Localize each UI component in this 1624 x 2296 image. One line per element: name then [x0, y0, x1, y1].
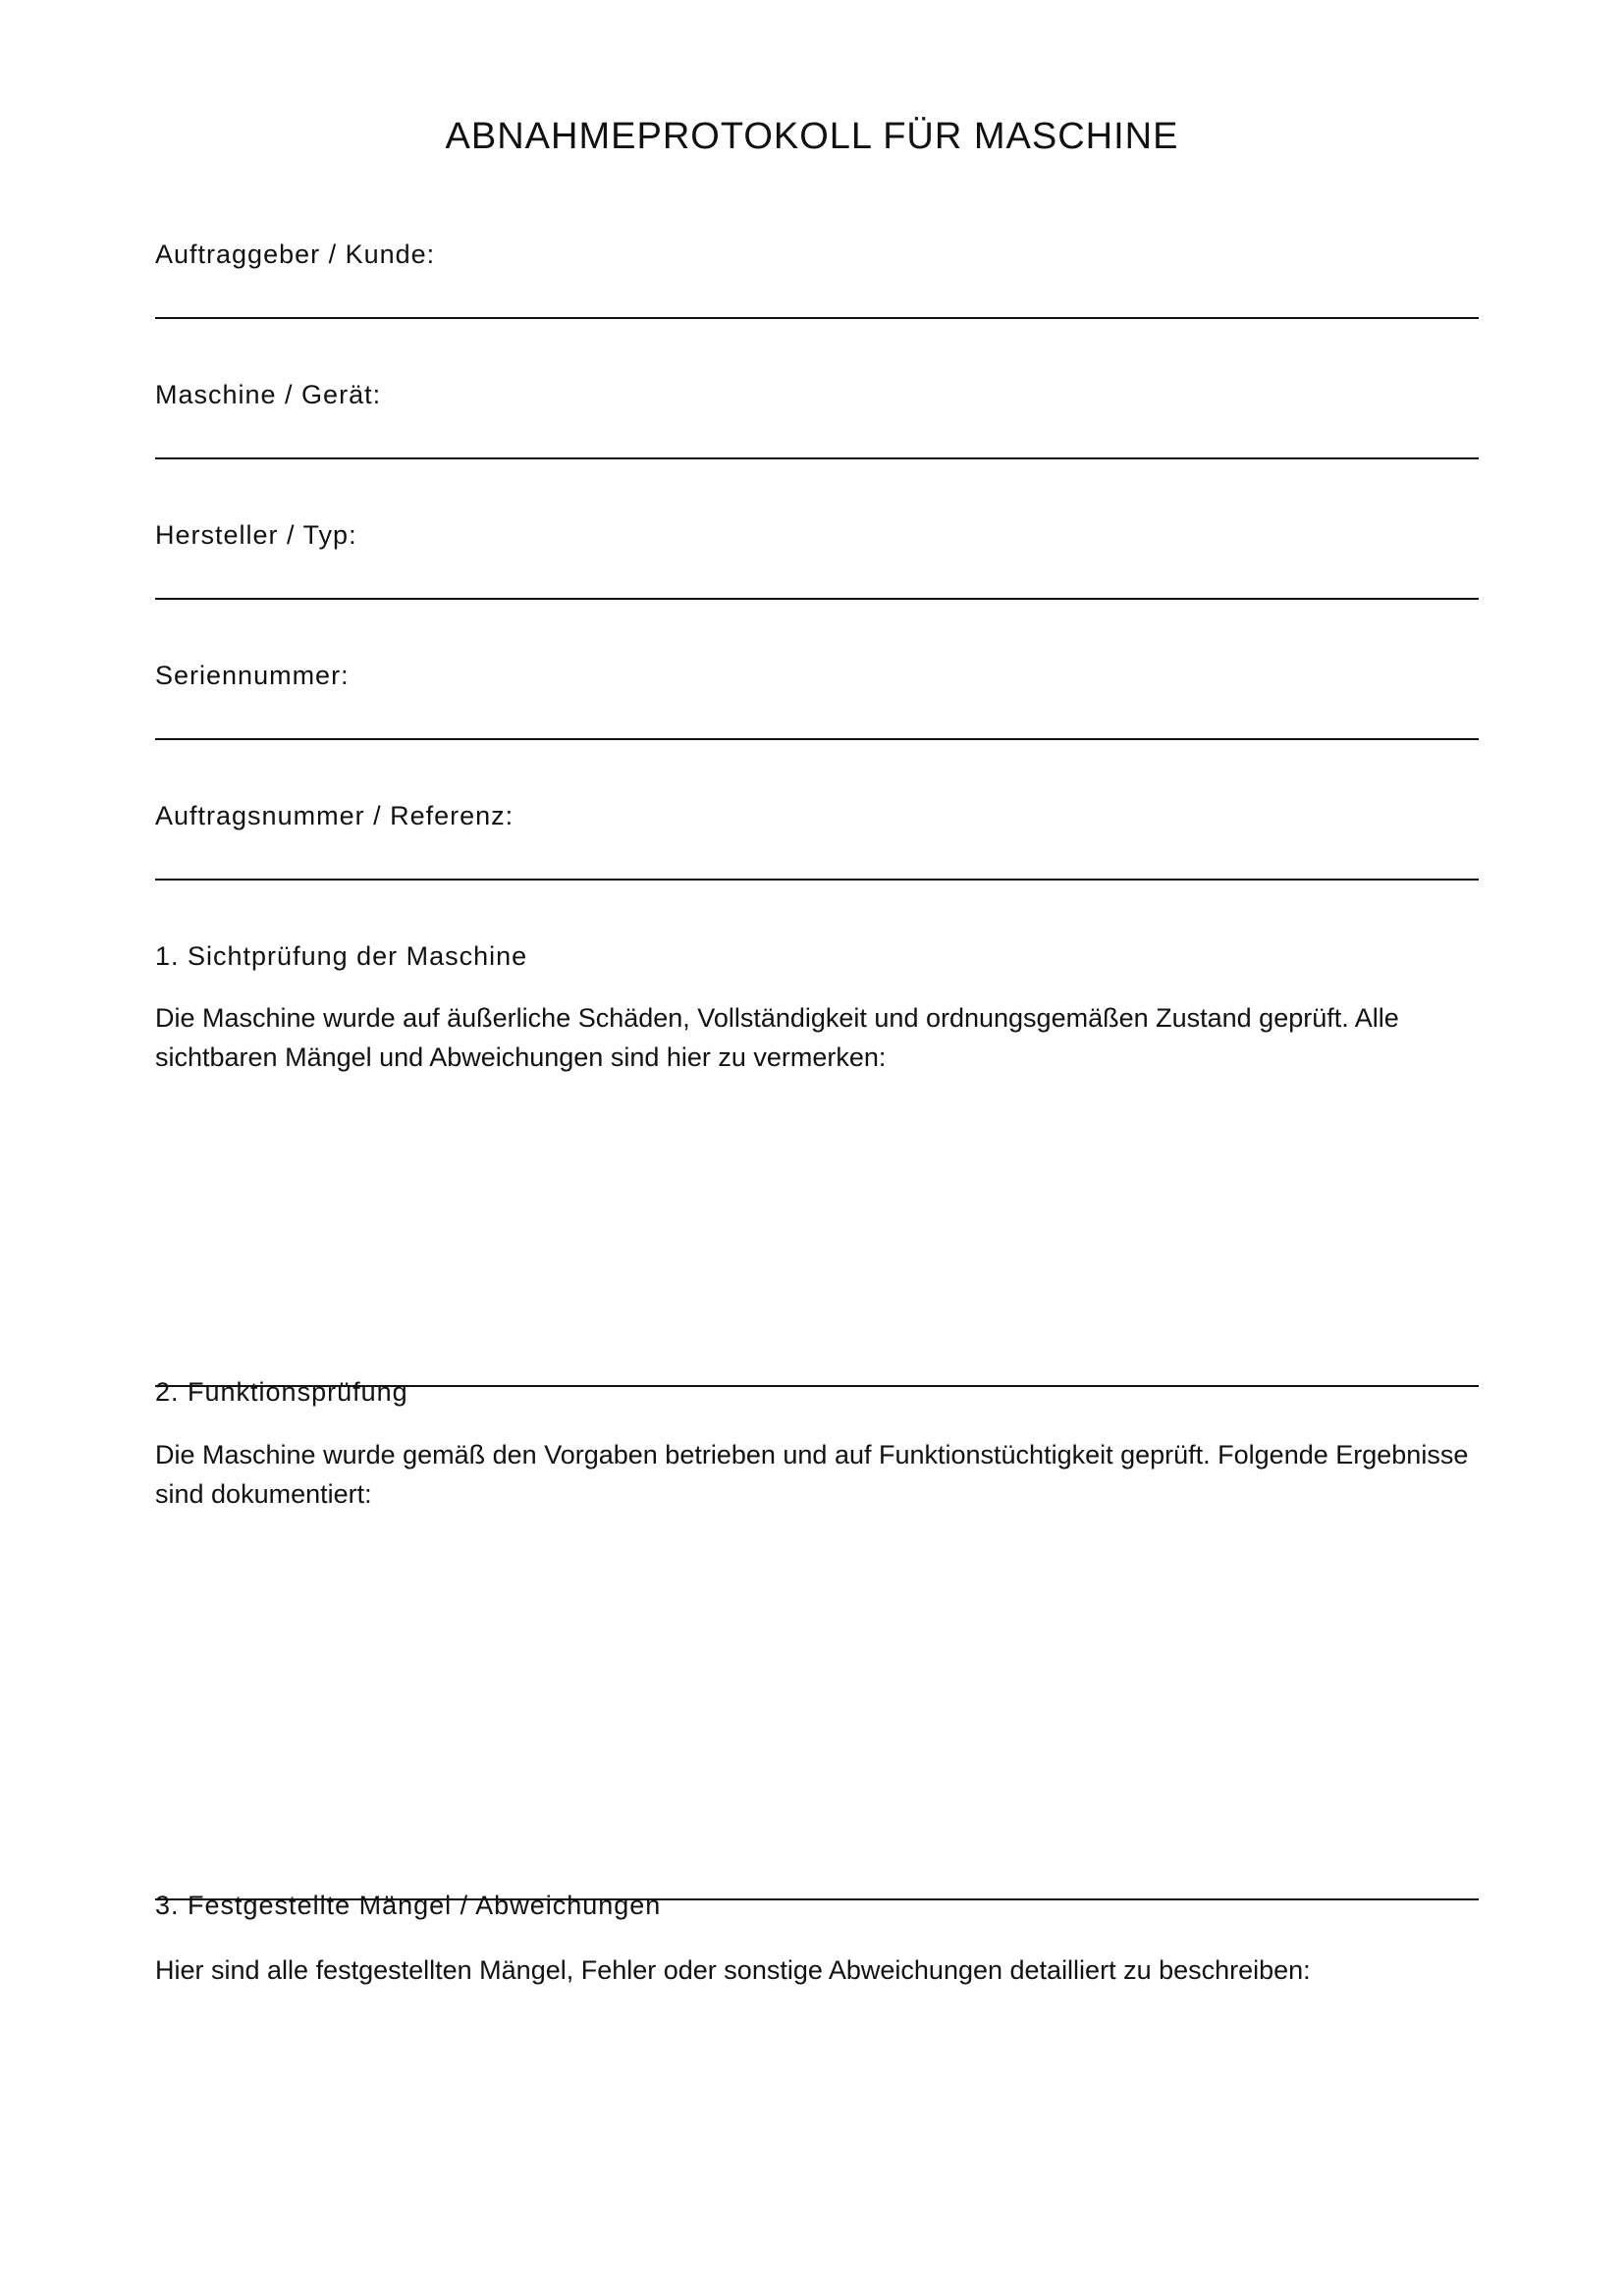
section-text-visual-inspection: Die Maschine wurde auf äußerliche Schäden, Vollständigkeit und ordnungsgemäßen Zustand geprüft. Alle sichtbaren Mängel und Abweichungen sind hier zu vermerken: [155, 1003, 1399, 1072]
field-label-machine: Maschine / Gerät: [155, 380, 382, 409]
field-line-order-number[interactable] [155, 879, 1479, 881]
field-label-serial-number: Seriennummer: [155, 661, 350, 690]
field-line-serial-number[interactable] [155, 738, 1479, 740]
section-text-function-test: Die Maschine wurde gemäß den Vorgaben betrieben und auf Funktionstüchtigkeit geprüft. Folgende Ergebnisse sind dokumentiert: [155, 1440, 1469, 1509]
section-heading-function-test: 2. Funktionsprüfung [155, 1377, 408, 1407]
section-heading-visual-inspection: 1. Sichtprüfung der Maschine [155, 941, 528, 971]
document-title: ABNAHMEPROTOKOLL FÜR MASCHINE [445, 116, 1179, 157]
section-heading-defects: 3. Festgestellte Mängel / Abweichungen [155, 1891, 662, 1920]
field-line-manufacturer[interactable] [155, 598, 1479, 600]
field-label-manufacturer: Hersteller / Typ: [155, 520, 357, 550]
field-line-machine[interactable] [155, 457, 1479, 459]
field-label-customer: Auftraggeber / Kunde: [155, 240, 436, 269]
field-label-order-number: Auftragsnummer / Referenz: [155, 801, 514, 830]
section-text-defects: Hier sind alle festgestellten Mängel, Fehler oder sonstige Abweichungen detailliert zu beschreiben: [155, 1955, 1311, 1985]
field-line-customer[interactable] [155, 317, 1479, 319]
